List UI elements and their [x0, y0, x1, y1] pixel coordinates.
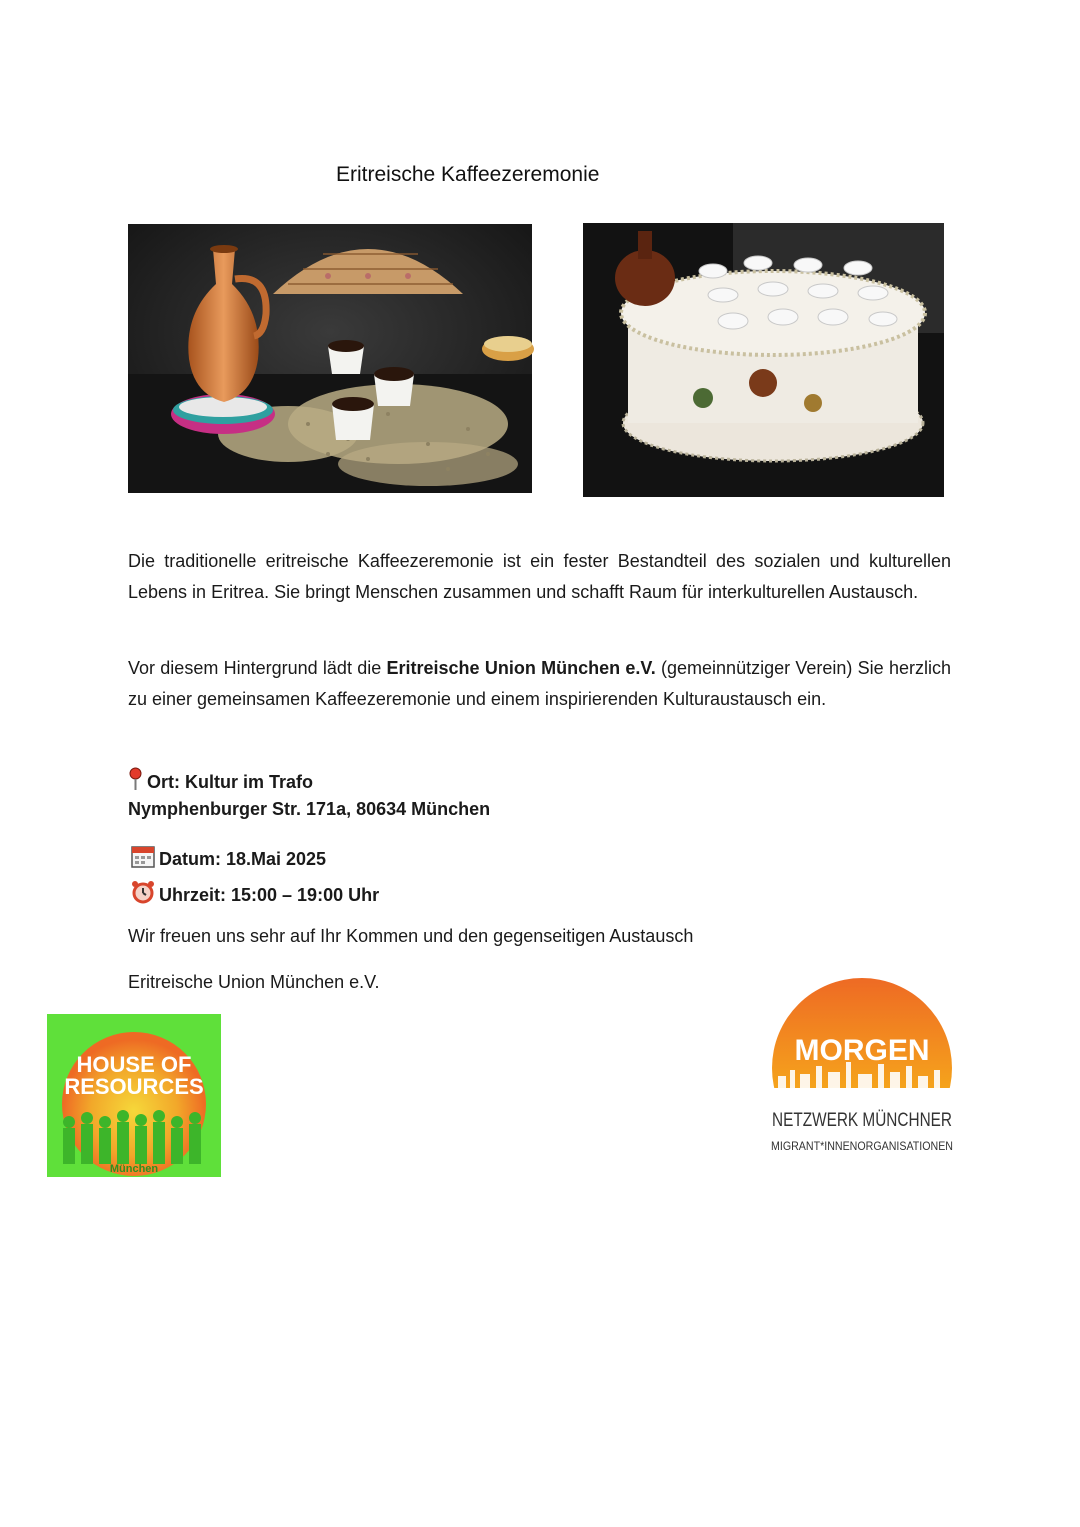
coffee-ceremony-photo-tray — [583, 223, 944, 497]
date-line — [131, 846, 326, 873]
calendar-icon — [131, 846, 155, 873]
organization-name: Eritreische Union München e.V. — [386, 658, 656, 678]
intro-paragraph: Die traditionelle eritreische Kaffeezeremonie ist ein fester Bestandteil des sozialen und kulturellen Lebens in Eritrea. Sie bringt Menschen zusammen und schafft Raum für interkulturellen Austausch. — [128, 551, 951, 602]
pushpin-icon — [128, 767, 143, 796]
page-title: Eritreische Kaffeezeremonie — [336, 163, 600, 186]
location-label: Ort: Kultur im Trafo — [147, 772, 313, 792]
hor-logo-line2: RESOURCES — [64, 1074, 204, 1099]
location-address: Nymphenburger Str. 171a, 80634 München — [128, 799, 491, 819]
invitation-text-after: (gemeinnütziger Verein) Sie herzlich zu einer gemeinsamen Kaffeezeremonie und einem inspirierenden Kulturaustausch ein. — [128, 658, 951, 709]
location-line — [128, 767, 313, 796]
hor-logo-city: München — [109, 1163, 159, 1175]
invitation-text-before: Vor diesem Hintergrund lädt die — [128, 658, 387, 678]
coffee-ceremony-photo-jebena — [128, 224, 532, 493]
time-line — [131, 880, 379, 909]
invitation-paragraph — [128, 653, 951, 715]
closing-text: Wir freuen uns sehr auf Ihr Kommen und den gegenseitigen Austausch — [128, 926, 694, 946]
house-of-resources-logo — [47, 1014, 221, 1177]
hor-logo-line1: HOUSE OF — [76, 1052, 192, 1077]
morgen-logo-name: MORGEN — [794, 1034, 930, 1067]
morgen-logo-line2: MIGRANT*INNENORGANISATIONEN — [771, 1139, 953, 1153]
time-text: Uhrzeit: 15:00 – 19:00 Uhr — [159, 885, 380, 905]
alarm-clock-icon — [131, 880, 155, 909]
signature: Eritreische Union München e.V. — [128, 972, 380, 992]
morgen-netzwerk-logo — [768, 976, 958, 1156]
morgen-logo-line1: NETZWERK MÜNCHNER — [772, 1110, 952, 1131]
date-text: Datum: 18.Mai 2025 — [159, 849, 327, 869]
